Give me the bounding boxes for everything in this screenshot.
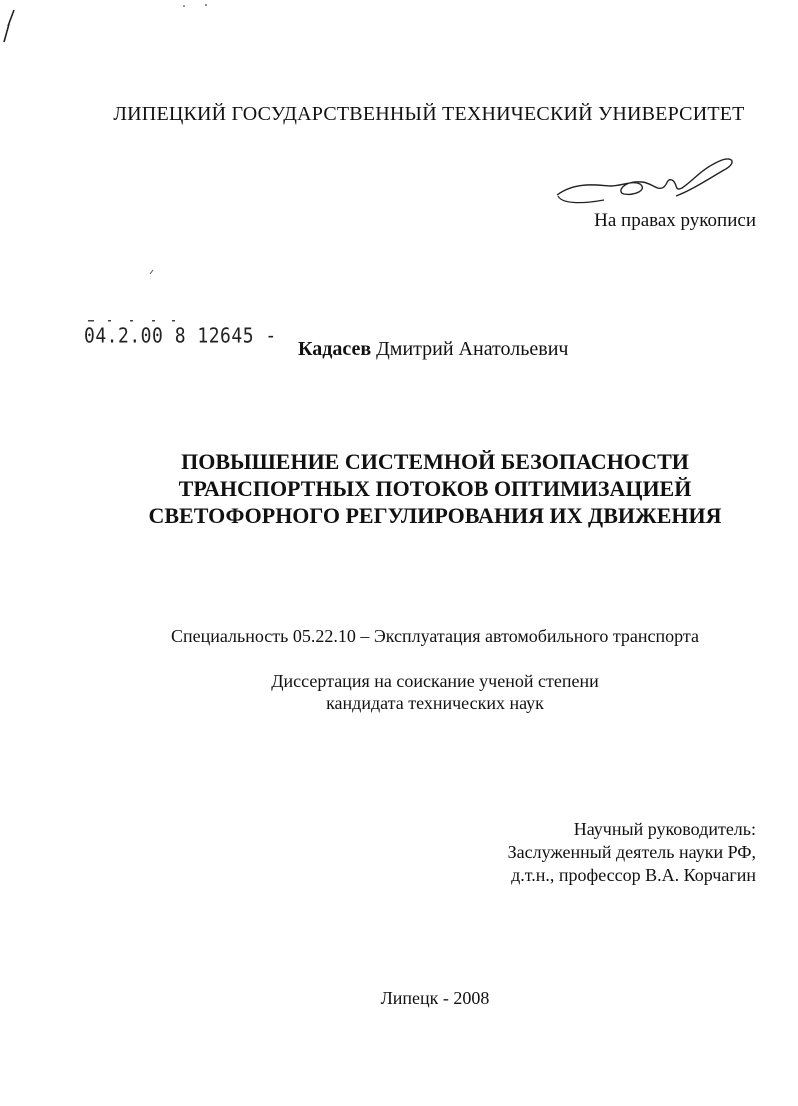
title-line: СВЕТОФОРНОГО РЕГУЛИРОВАНИЯ ИХ ДВИЖЕНИЯ xyxy=(148,503,722,528)
title-line: ПОВЫШЕНИЕ СИСТЕМНОЙ БЕЗОПАСНОСТИ xyxy=(181,449,689,474)
manuscript-rights-note: На правах рукописи xyxy=(594,210,756,231)
author-surname: Кадасев xyxy=(298,338,372,360)
dissertation-title xyxy=(0,448,798,529)
scan-mark-small xyxy=(148,268,156,276)
author-name xyxy=(298,338,568,361)
city-year: Липецк - 2008 xyxy=(380,988,490,1008)
scientific-supervisor xyxy=(440,818,756,887)
title-line: ТРАНСПОРТНЫХ ПОТОКОВ ОПТИМИЗАЦИЕЙ xyxy=(178,476,692,501)
degree-statement xyxy=(0,670,798,714)
specialty-line: Специальность 05.22.10 – Эксплуатация автомобильного транспорта xyxy=(170,626,699,646)
degree-line: Диссертация на соискание ученой степени xyxy=(271,671,599,691)
university-name: ЛИПЕЦКИЙ ГОСУДАРСТВЕННЫЙ ТЕХНИЧЕСКИЙ УНИВЕРСИТЕТ xyxy=(113,103,745,125)
library-stamp-number: 04.2.00 8 12645 - xyxy=(84,324,277,349)
degree-line: кандидата технических наук xyxy=(326,693,544,713)
author-given-names: Дмитрий Анатольевич xyxy=(376,338,569,360)
supervisor-line: д.т.н., профессор В.А. Корчагин xyxy=(511,865,756,885)
supervisor-line: Заслуженный деятель науки РФ, xyxy=(507,842,756,862)
handwritten-signature xyxy=(552,150,742,212)
scan-mark-top-left xyxy=(0,0,40,48)
supervisor-line: Научный руководитель: xyxy=(573,819,756,839)
scan-dots-top xyxy=(176,0,216,12)
